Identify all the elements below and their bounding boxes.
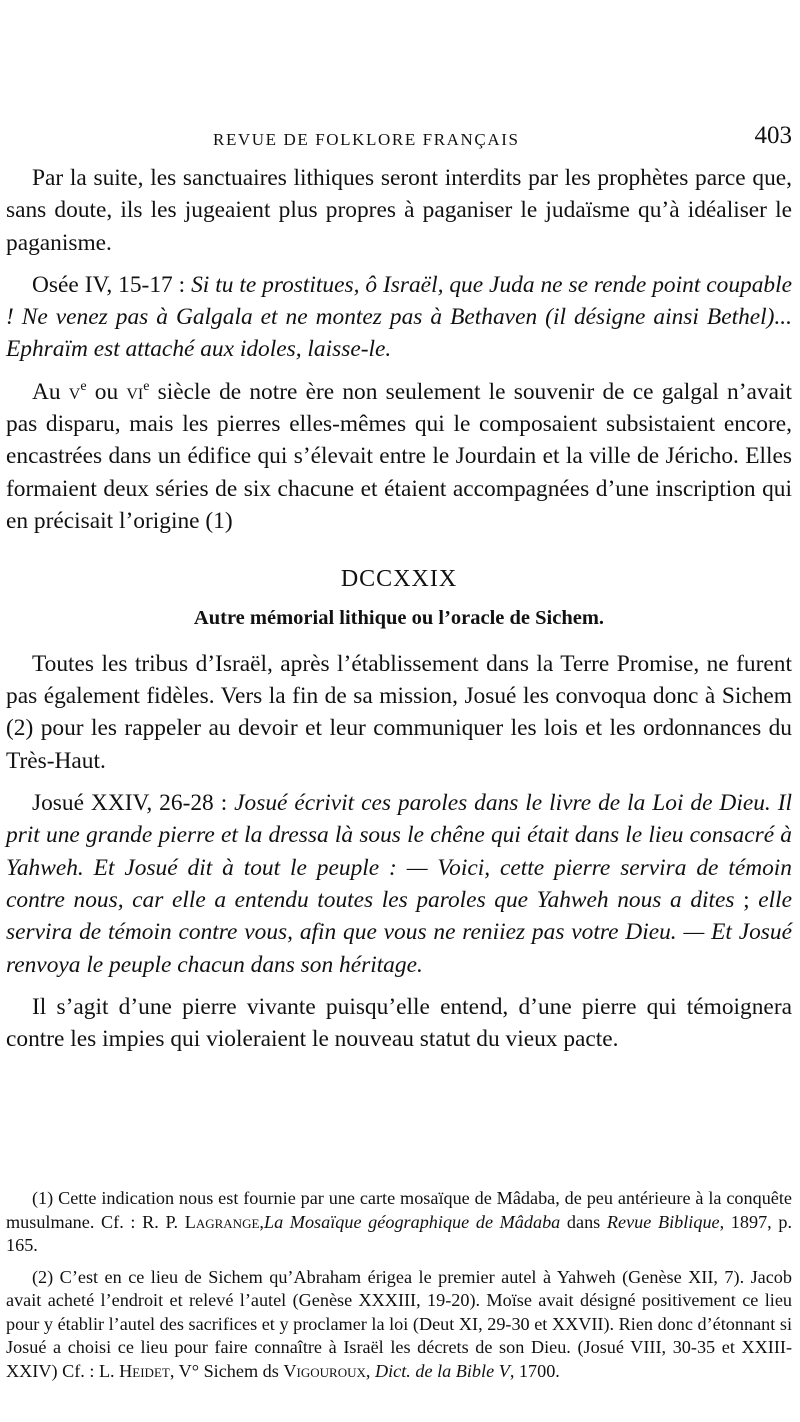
section-title: Autre mémorial lithique ou l’oracle de Sichem.: [193, 606, 605, 629]
scripture-quote-1: Josué écrivit ces paroles dans le livre de la Loi de Dieu. Il prit une grande pierre et la dressa là sous le chêne qui était dans le lieu consacré à Yahweh. Et Josué dit à tout le peuple : — Voici, cette pierre servira de témoin contre nous, car elle a entendu toutes les paroles que Yahweh nous a dites: [6, 790, 792, 913]
footnotes: [6, 1187, 792, 1391]
superscript-e: e: [80, 378, 87, 394]
footnote-1-text: (1) Cette indication nous est fournie par une carte mosaïque de Mâdaba, de peu antérieure à la conquête musulmane. Cf. : R. P.: [6, 1188, 792, 1232]
running-title: REVUE DE FOLKLORE FRANÇAIS: [213, 130, 520, 149]
footnote-2-comma: ,: [365, 1360, 375, 1381]
page-number: 403: [754, 122, 792, 149]
paragraph-2: [6, 269, 792, 366]
paragraph-5: [6, 787, 792, 981]
paragraph-3-rest: siècle de notre ère non seulement le souvenir de ce galgal n’avait pas disparu, mais les pierres elles-mêmes qui le composaient subsistaient encore, encastrées dans un édifice qui s’élevait entre le Jourdain et la ville de Jéricho. Elles formaient deux séries de six chacune et étaient accompagnées d’une inscription qui en précisait l’origine (1): [6, 378, 792, 534]
scripture-reference: Osée IV, 15-17 :: [32, 271, 192, 298]
paragraph-6: Il s’agit d’une pierre vivante puisqu’elle entend, d’une pierre qui témoignera contre les impies qui violeraient le nouveau statut du vieux pacte.: [6, 993, 792, 1053]
scripture-reference: Josué XXIV, 26-28 :: [32, 790, 235, 817]
footnote-2-text: (2) C’est en ce lieu de Sichem qu’Abraham érigea le premier autel à Yahweh (Genèse XII, 7). Jacob avait acheté l’endroit et relevé l’autel (Genèse XXXIII, 19-20). Moïse avait désigné positivement ce lieu pour y établir l’autel des sacrifices et y proclamer la loi (Deut XI, 29-30 et XXVII). Rien donc d’étonnant si Josué a choisi ce lieu pour faire connaître à Israël les décrets de son Dieu. (Josué VIII, 30-35 et XXIII-XXIV) Cf. : L.: [6, 1266, 792, 1381]
footnote-1-end: , 1897, p. 165.: [6, 1211, 793, 1255]
superscript-e: e: [143, 378, 150, 394]
paragraph-3: [6, 376, 792, 537]
footnote-1-dans: dans: [560, 1211, 607, 1232]
footnote-2-mid: , V° Sichem ds: [169, 1360, 284, 1381]
scripture-quote: Si tu te prostitues, ô Israël, que Juda ne se rende point coupable ! Ne venez pas à Galgala et ne montez pas à Bethaven (il désigne ainsi Bethel)... Ephraïm est attaché aux idoles, laisse-le.: [6, 271, 792, 363]
footnote-1: [6, 1187, 792, 1258]
paragraph-4: Toutes les tribus d’Israël, après l’établissement dans la Terre Promise, ne furent pas également fidèles. Vers la fin de sa mission, Josué les convoqua donc à Sichem (2) pour les rappeler au devoir et leur communiquer les lois et les ordonnances du Très-Haut.: [6, 650, 792, 774]
footnote-2: [6, 1266, 792, 1384]
century-numeral-6: vi: [126, 378, 144, 405]
paragraph-1: Par la suite, les sanctuaires lithiques seront interdits par les prophètes parce que, sans doute, ils les jugeaient plus propres à paganiser le judaïsme qu’à idéaliser le paganisme.: [6, 165, 792, 256]
paragraph-3-start: Au: [32, 378, 69, 405]
footnote-1-sep: ,: [259, 1211, 264, 1232]
work-title: La Mosaïque géographique de Mâdaba: [263, 1211, 561, 1232]
quote-separator: ;: [734, 886, 759, 913]
journal-title: Revue Biblique: [606, 1211, 720, 1232]
scripture-quote-2: elle servira de témoin contre vous, afin que vous ne reniiez pas votre Dieu. — Et Josué renvoya le peuple chacun dans son héritage.: [6, 886, 792, 978]
page-header: [0, 118, 800, 158]
author-name: Lagrange: [184, 1211, 260, 1232]
footnote-2-end: , 1700.: [509, 1360, 560, 1381]
work-title: Dict. de la Bible V: [374, 1360, 510, 1381]
body-text: [6, 162, 792, 1065]
section-number: DCCXXIX: [340, 566, 458, 593]
author-name: Heidet: [119, 1360, 170, 1381]
paragraph-3-ou: ou: [86, 378, 127, 405]
author-name: Vigouroux: [283, 1360, 366, 1381]
century-numeral-5: v: [68, 378, 81, 405]
